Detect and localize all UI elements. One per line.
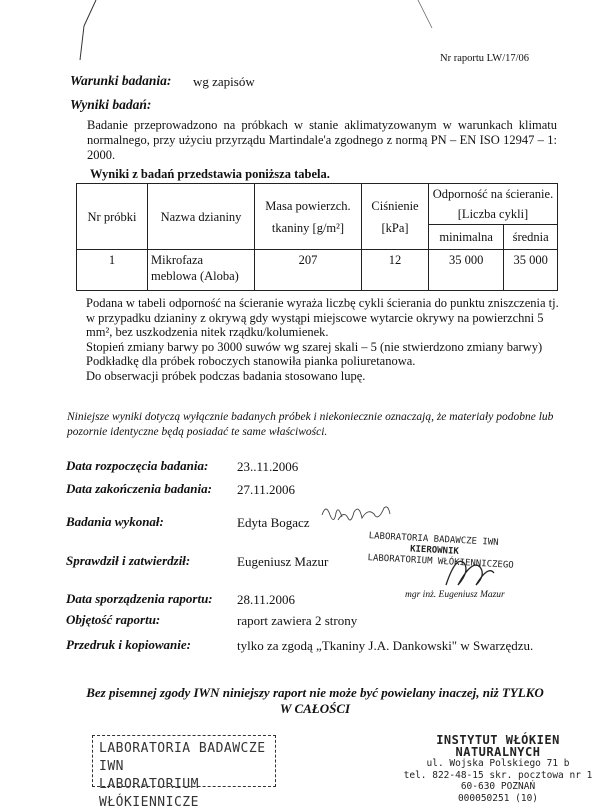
header-resistance <box>429 184 558 225</box>
box-stamp-line2: LABORATORIUM WŁÓKIENNICZE <box>99 777 199 810</box>
end-date-value: 27.11.2006 <box>237 482 296 497</box>
results-heading: Wyniki badań: <box>70 97 152 112</box>
header-mass <box>255 184 362 250</box>
header-mass-line2: tkaniny [g/m²] <box>271 220 345 235</box>
note-line: Podkładkę dla próbek roboczych stanowiła pianka poliuretanowa. <box>86 354 416 368</box>
conditions-value: wg zapisów <box>193 74 255 89</box>
report-date-value: 28.11.2006 <box>237 592 296 607</box>
footer-note-line1: Bez pisemnej zgody IWN niniejszy raport nie może być powielany inaczej, niż TYLKO <box>86 685 544 700</box>
checked-by-value: Eugeniusz Mazur <box>237 554 329 569</box>
note-line: Podana w tabeli odporność na ścieranie wyraża liczbę cykli ścierania do punktu zniszczenia tj. <box>86 296 559 310</box>
header-resistance-line1: Odporność na ścieranie. <box>432 187 554 201</box>
header-fabric-name: Nazwa dzianiny <box>148 184 255 250</box>
report-date-label: Data sporządzenia raportu: <box>66 591 213 606</box>
intro-paragraph: Badanie przeprowadzono na próbkach w stanie aklimatyzowanym w warunkach klimatu normalnego, przy użyciu przyrządu Martindale'a zgodnego z normą PN – EN ISO 12947 – 1: 2000. <box>87 118 557 162</box>
note-line: w przypadku dzianiny z okrywą gdy wystąpi miejscowe wytarcie okrywy na powierzchni 5 <box>86 310 544 325</box>
header-avg: średnia <box>504 225 558 250</box>
header-pressure <box>362 184 429 250</box>
cell-fabric-name-line2: meblowa (Aloba) <box>151 269 239 283</box>
start-date-value: 23..11.2006 <box>237 459 299 474</box>
note-line: mm², bez uszkodzenia nitek rządku/kolumienek. <box>86 325 329 339</box>
cell-pressure: 12 <box>362 250 429 291</box>
scan-line-top <box>84 0 96 26</box>
cell-min: 35 000 <box>429 250 504 291</box>
laboratory-box-stamp <box>92 735 276 810</box>
checked-by-label: Sprawdził i zatwierdził: <box>66 553 191 568</box>
inst-stamp-line5: 000050251 (10) <box>457 792 539 804</box>
note-line: Stopień zmiany barwy po 3000 suwów wg szarej skali – 5 (nie stwierdzono zmiany barwy) <box>86 339 543 354</box>
table-row <box>77 250 558 291</box>
scan-line-right <box>418 0 432 28</box>
footer-note <box>80 685 550 717</box>
disclaimer: Niniejsze wyniki dotyczą wyłącznie badanych próbek i niekoniecznie oznaczają, że materiały podobne lub pozornie identyczne będą posiadać te same właściwości. <box>67 411 554 438</box>
copy-label: Przedruk i kopiowanie: <box>66 637 191 652</box>
inst-stamp-line4: 60-630 POZNAŃ <box>460 781 536 792</box>
conditions-label: Warunki badania: <box>70 73 172 88</box>
performed-by-label: Badania wykonał: <box>66 514 164 529</box>
lab-stamp-line3: LABORATORIUM WŁÓKIENNICZEGO <box>367 553 514 571</box>
footer-note-line2: W CAŁOŚCI <box>279 701 351 716</box>
inst-stamp-line3: tel. 822-48-15 skr. pocztowa nr 1 <box>403 769 593 781</box>
cell-mass: 207 <box>255 250 362 291</box>
signature-edyta-bogacz <box>322 507 390 520</box>
header-pressure-line1: Ciśnienie <box>371 198 419 213</box>
note-line: Do obserwacji próbek podczas badania stosowano lupę. <box>86 368 366 383</box>
results-table <box>76 183 558 291</box>
scan-line-left <box>80 26 84 60</box>
institute-stamp <box>396 735 600 804</box>
header-pressure-line2: [kPa] <box>381 220 409 235</box>
cell-sample-no: 1 <box>77 250 148 291</box>
performed-by-value: Edyta Bogacz <box>237 515 310 530</box>
report-number: Nr raportu LW/17/06 <box>440 53 530 64</box>
header-sample-no: Nr próbki <box>77 184 148 250</box>
header-resistance-line2: [Liczba cykli] <box>457 207 529 221</box>
start-date-label: Data rozpoczęcia badania: <box>66 458 209 473</box>
copy-value: tylko za zgodą „Tkaniny J.A. Dankowski" w Swarzędzu. <box>237 638 534 653</box>
lab-manager-stamp <box>367 531 515 572</box>
inst-stamp-line2: ul. Wojska Polskiego 71 b <box>426 758 570 769</box>
table-title: Wyniki z badań przedstawia poniższa tabela. <box>90 167 330 181</box>
lab-stamp-line1: LABORATORIA BADAWCZE IWN <box>368 531 499 548</box>
header-min: minimalna <box>429 225 504 250</box>
box-stamp-line1: LABORATORIA BADAWCZE IWN <box>99 741 266 774</box>
header-mass-line1: Masa powierzch. <box>265 198 351 213</box>
lab-stamp-signer: mgr inż. Eugeniusz Mazur <box>405 590 505 600</box>
volume-value: raport zawiera 2 strony <box>237 613 358 628</box>
cell-fabric-name-line1: Mikrofaza <box>151 253 204 267</box>
lab-stamp-line2: KIEROWNIK <box>409 544 460 557</box>
notes-block <box>86 296 566 383</box>
inst-stamp-line1: INSTYTUT WŁÓKIEN NATURALNYCH <box>436 733 560 759</box>
end-date-label: Data zakończenia badania: <box>66 481 212 496</box>
cell-avg: 35 000 <box>504 250 558 291</box>
volume-label: Objętość raportu: <box>66 612 161 627</box>
cell-fabric-name <box>148 250 255 291</box>
